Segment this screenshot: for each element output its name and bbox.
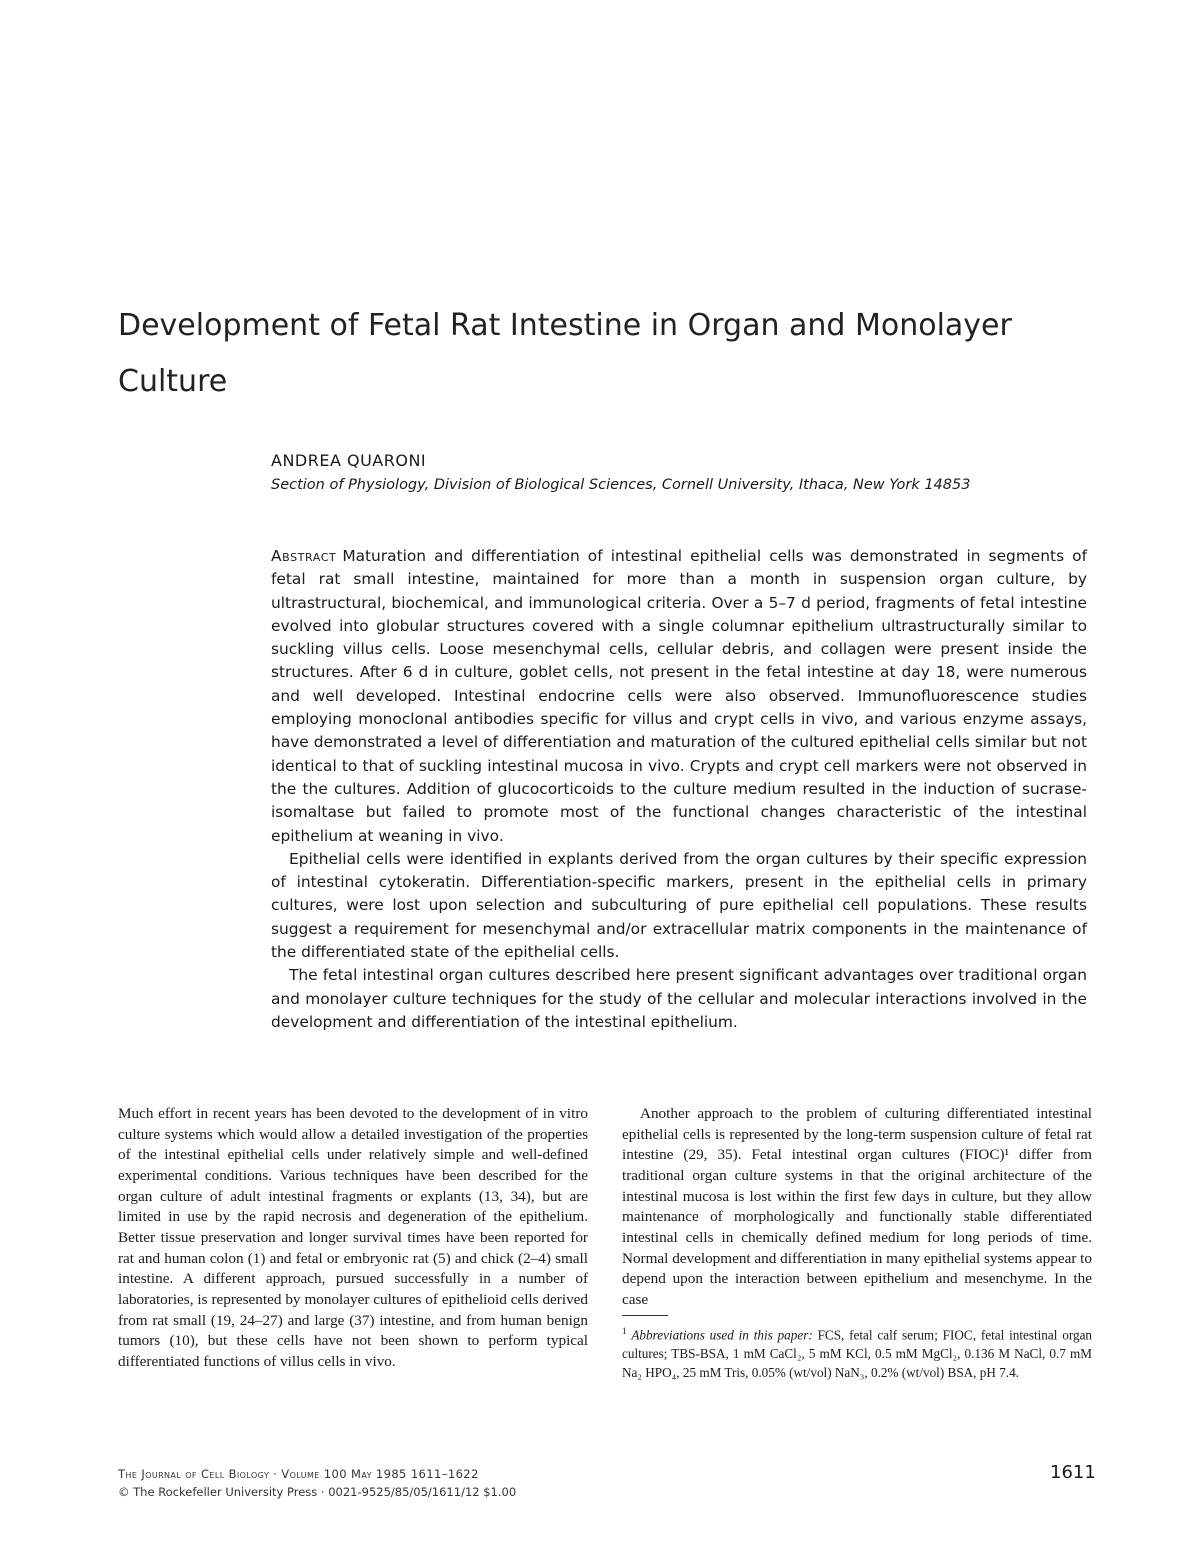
body-column-right xyxy=(622,1104,1092,1382)
footnote-label: Abbreviations used in this paper: xyxy=(631,1326,813,1342)
footnote-marker: 1 xyxy=(622,1325,627,1336)
abstract-paragraph-1: Abstract Maturation and differentiation of intestinal epithelial cells was demonstrated in segments of fetal rat small intestine, maintained for more than a month in suspension organ culture, by ultrastructural, biochemical, and immunological criteria. Over a 5–7 d period, fragments of fetal intestine evolved into globular structures covered with a single columnar epithelium ultrastructurally similar to suckling villus cells. Loose mesenchymal cells, cellular debris, and collagen were present inside the structures. After 6 d in culture, goblet cells, not present in the fetal intestine at day 18, were numerous and well developed. Intestinal endocrine cells were also observed. Immunofluorescence studies employing monoclonal antibodies specific for villus and crypt cells in vivo, and various enzyme assays, have demonstrated a level of differentiation and maturation of the cultured epithelial cells similar but not identical to that of suckling intestinal mucosa in vivo. Crypts and crypt cell markers were not observed in the the cultures. Addition of glucocorticoids to the culture medium resulted in the induction of sucrase-isomaltase but failed to promote most of the functional changes characteristic of the intestinal epithelium at weaning in vivo. xyxy=(271,547,1087,845)
body-paragraph-left: Much effort in recent years has been devoted to the development of in vitro culture systems which would allow a detailed investigation of the properties of the intestinal epithelial cells under relatively simple and well-defined experimental conditions. Various techniques have been described for the organ culture of adult intestinal fragments or explants (13, 34), but are limited in use by the rapid necrosis and degeneration of the epithelium. Better tissue preservation and longer survival times have been reported for rat and human colon (1) and fetal or embryonic rat (5) and chick (2–4) small intestine. A different approach, pursued successfully in a number of laboratories, is represented by monolayer cultures of epithelioid cells derived from rat small (19, 24–27) and large (37) intestine, and from human benign tumors (10), but these cells have not been shown to perform typical differentiated functions of villus cells in vivo. xyxy=(118,1105,588,1370)
abstract xyxy=(271,545,1087,1034)
footnote xyxy=(622,1322,1092,1382)
page-number: 1611 xyxy=(1050,1462,1096,1483)
author-affiliation: Section of Physiology, Division of Biological Sciences, Cornell University, Ithaca, New York 14853 xyxy=(271,477,971,493)
abstract-label: Abstract xyxy=(271,547,337,565)
copyright-line: © The Rockefeller University Press · 0021-9525/85/05/1611/12 $1.00 xyxy=(118,1485,517,1499)
footnote-text: FCS, fetal calf serum; FIOC, fetal intestinal organ cultures; TBS-BSA, 1 mM CaCl₂, 5 mM KCl, 0.5 mM MgCl₂, 0.136 M NaCl, 0.7 mM Na₂ HPO₄, 25 mM Tris, 0.05% (wt/vol) NaN₃, 0.2% (wt/vol) BSA, pH 7.4. xyxy=(622,1326,1093,1380)
page-footer xyxy=(118,1465,516,1501)
article-title: Development of Fetal Rat Intestine in Organ and Monolayer Culture xyxy=(118,308,1012,399)
abstract-paragraph-2: Epithelial cells were identified in explants derived from the organ cultures by their specific expression of intestinal cytokeratin. Differentiation-specific markers, present in the epithelial cells in primary cultures, were lost upon selection and subculturing of pure epithelial cell populations. These results suggest a requirement for mesenchymal and/or extracellular matrix components in the maintenance of the differentiated state of the epithelial cells. xyxy=(271,849,1087,962)
journal-citation: The Journal of Cell Biology · Volume 100 May 1985 1611–1622 xyxy=(118,1467,479,1481)
footnote-rule xyxy=(622,1315,668,1316)
body-paragraph-right: Another approach to the problem of culturing differentiated intestinal epithelial cells is represented by the long-term suspension culture of fetal rat intestine (29, 35). Fetal intestinal organ cultures (FIOC)¹ differ from traditional organ culture systems in that the original architecture of the intestinal mucosa is lost within the first few days in culture, but they allow maintenance of morphologically and functionally stable differentiated intestinal cells in chemically defined medium for long periods of time. Normal development and differentiation in many epithelial systems appear to depend upon the interaction between epithelium and mesenchyme. In the case xyxy=(622,1105,1092,1308)
author-name: ANDREA QUARONI xyxy=(271,451,427,470)
abstract-paragraph-3: The fetal intestinal organ cultures described here present significant advantages over traditional organ and monolayer culture techniques for the study of the cellular and molecular interactions involved in the development and differentiation of the intestinal epithelium. xyxy=(271,966,1087,1031)
body-column-left xyxy=(118,1104,588,1373)
